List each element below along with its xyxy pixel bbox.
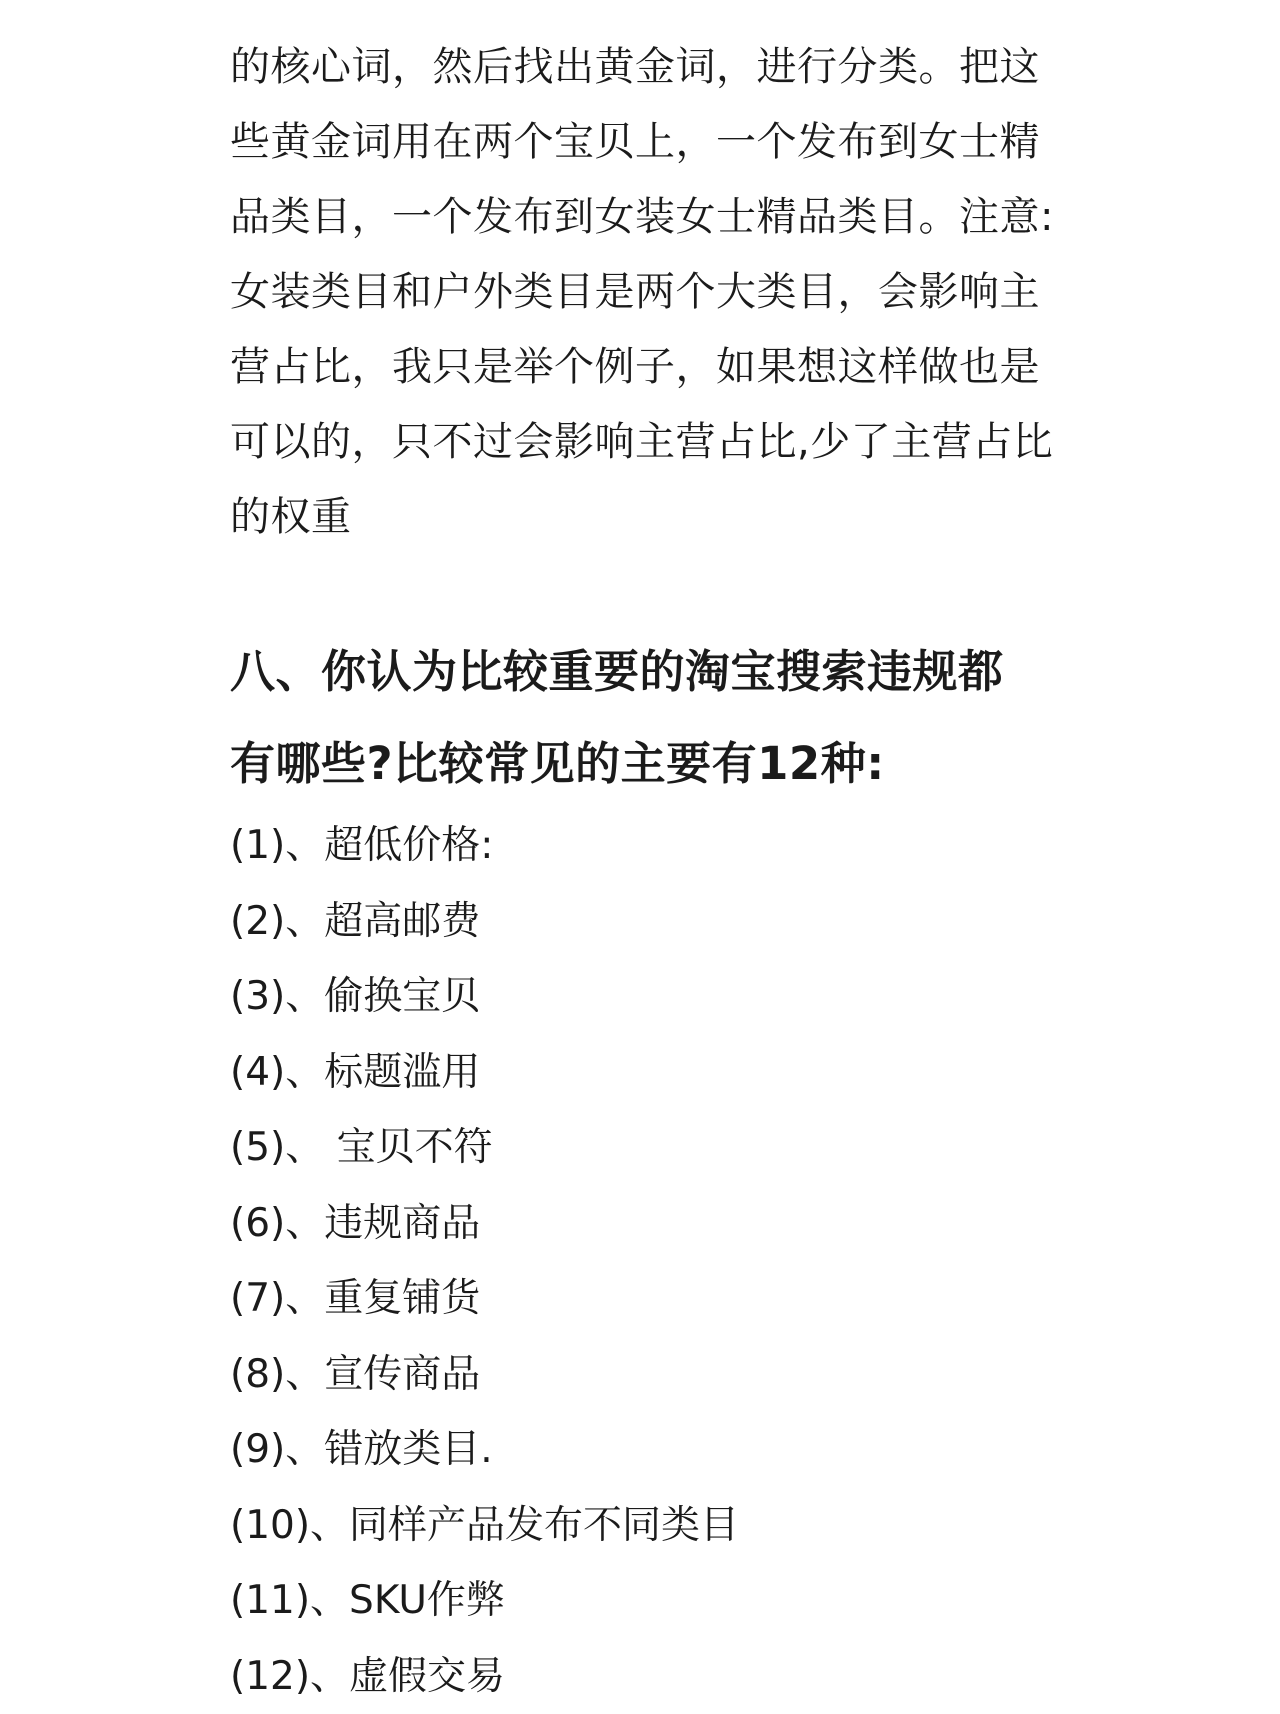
heading-line: 有哪些?比较常见的主要有12种: (230, 718, 1080, 810)
list-item: (6)、违规商品 (230, 1186, 739, 1262)
section-heading (230, 626, 1080, 810)
list-item: (2)、超高邮费 (230, 884, 739, 960)
violation-list (230, 808, 739, 1714)
paragraph-line: 的核心词，然后找出黄金词，进行分类。把这 (230, 30, 1080, 105)
list-item: (3)、偷换宝贝 (230, 959, 739, 1035)
list-item: (12)、虚假交易 (230, 1639, 739, 1714)
list-item: (9)、错放类目. (230, 1412, 739, 1488)
paragraph-line: 的权重 (230, 480, 1080, 555)
paragraph-line: 些黄金词用在两个宝贝上，一个发布到女士精 (230, 105, 1080, 180)
list-item: (1)、超低价格: (230, 808, 739, 884)
list-item: (8)、宣传商品 (230, 1337, 739, 1413)
list-item: (7)、重复铺货 (230, 1261, 739, 1337)
paragraph-line: 可以的，只不过会影响主营占比,少了主营占比 (230, 405, 1080, 480)
paragraph-line: 品类目，一个发布到女装女士精品类目。注意: (230, 180, 1080, 255)
list-item: (10)、同样产品发布不同类目 (230, 1488, 739, 1564)
heading-line: 八、你认为比较重要的淘宝搜索违规都 (230, 626, 1080, 718)
intro-paragraph (230, 30, 1080, 555)
list-item: (11)、SKU作弊 (230, 1563, 739, 1639)
list-item: (4)、标题滥用 (230, 1035, 739, 1111)
list-item: (5)、 宝贝不符 (230, 1110, 739, 1186)
paragraph-line: 女装类目和户外类目是两个大类目，会影响主 (230, 255, 1080, 330)
paragraph-line: 营占比，我只是举个例子，如果想这样做也是 (230, 330, 1080, 405)
